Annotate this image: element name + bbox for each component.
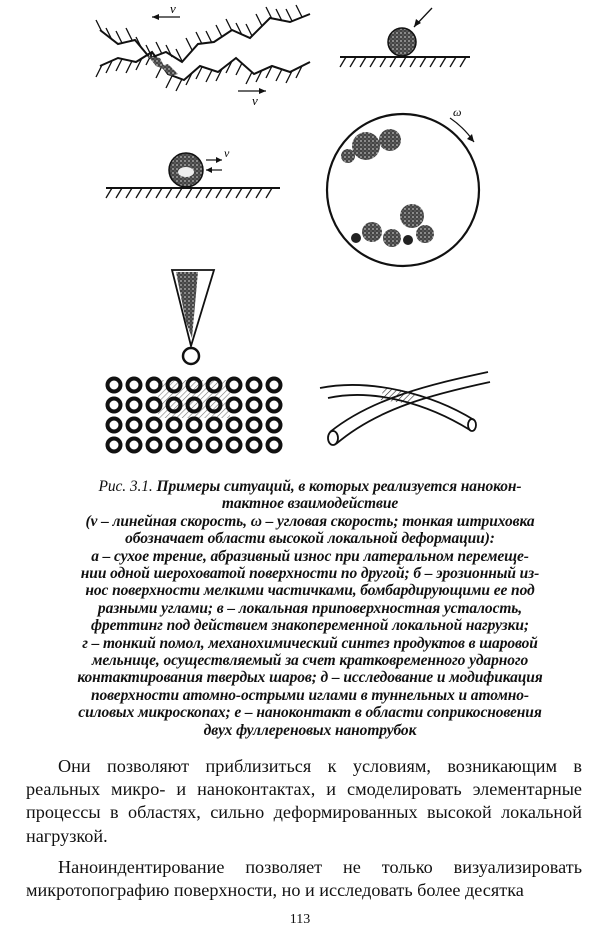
caption-line: разными углами; в – локальная приповерхностная усталость, bbox=[97, 599, 523, 617]
caption-line: фреттинг под действием знакопеременной локальной нагрузки; bbox=[91, 617, 529, 635]
body-text bbox=[26, 755, 582, 902]
caption-line: обозначает области высокой локальной деформации): bbox=[125, 530, 495, 548]
panel-a-velocity-bottom: v bbox=[252, 93, 258, 108]
paragraph: Наноиндентирование позволяет не только визуализировать микротопографию поверхности, но и исследовать более десятка bbox=[26, 856, 582, 901]
panel-f-nanotubes bbox=[320, 372, 490, 445]
paragraph: Они позволяют приблизиться к условиям, возникающим в реальных микро- и наноконтактах, и смоделировать элементарные процессы в областях, сильно деформированных высокой локальной нагрузкой. bbox=[26, 756, 582, 846]
caption-line: (v – линейная скорость, ω – угловая скорость; тонкая штриховка bbox=[85, 512, 535, 530]
caption-line: контактирования твердых шаров; д – исследование и модификация bbox=[77, 669, 543, 687]
page-number: 113 bbox=[289, 912, 311, 927]
panel-c-velocity: v bbox=[224, 146, 230, 160]
caption-title-line-2: тактное взаимодействие bbox=[221, 495, 399, 513]
caption-line: г – тонкий помол, механохимический синтез продуктов в шаровой bbox=[82, 634, 538, 652]
caption-title: Примеры ситуаций, в которых реализуется нанокон- bbox=[156, 478, 522, 495]
panel-d-ball-mill bbox=[327, 114, 479, 266]
caption-line: мельнице, осуществляемый за счет кратковременного ударного bbox=[91, 652, 529, 670]
panel-d-omega: ω bbox=[453, 105, 462, 119]
panel-b-erosion bbox=[340, 8, 470, 67]
panel-a-dry-friction bbox=[96, 5, 310, 94]
caption-line: поверхности атомно-острыми иглами в туннельных и атомно- bbox=[91, 686, 529, 704]
caption-label: Рис. 3.1. bbox=[98, 478, 153, 495]
caption-line: двух фуллереновых нанотрубок bbox=[203, 721, 417, 739]
panel-c-fretting bbox=[106, 153, 280, 198]
caption-line: нос поверхности мелкими частичками, бомбардирующими ее под bbox=[85, 582, 535, 600]
caption-line: нии одной шероховатой поверхности по другой; б – эрозионный из- bbox=[80, 565, 540, 583]
panel-a-velocity-top: v bbox=[170, 1, 176, 16]
caption-line: силовых микроскопах; е – наноконтакт в области соприкосновения bbox=[78, 704, 542, 722]
caption-title-line bbox=[40, 478, 580, 495]
panel-e-probe bbox=[108, 270, 281, 452]
figure-caption bbox=[40, 478, 580, 739]
caption-line: а – сухое трение, абразивный износ при латеральном перемеще- bbox=[91, 547, 529, 565]
